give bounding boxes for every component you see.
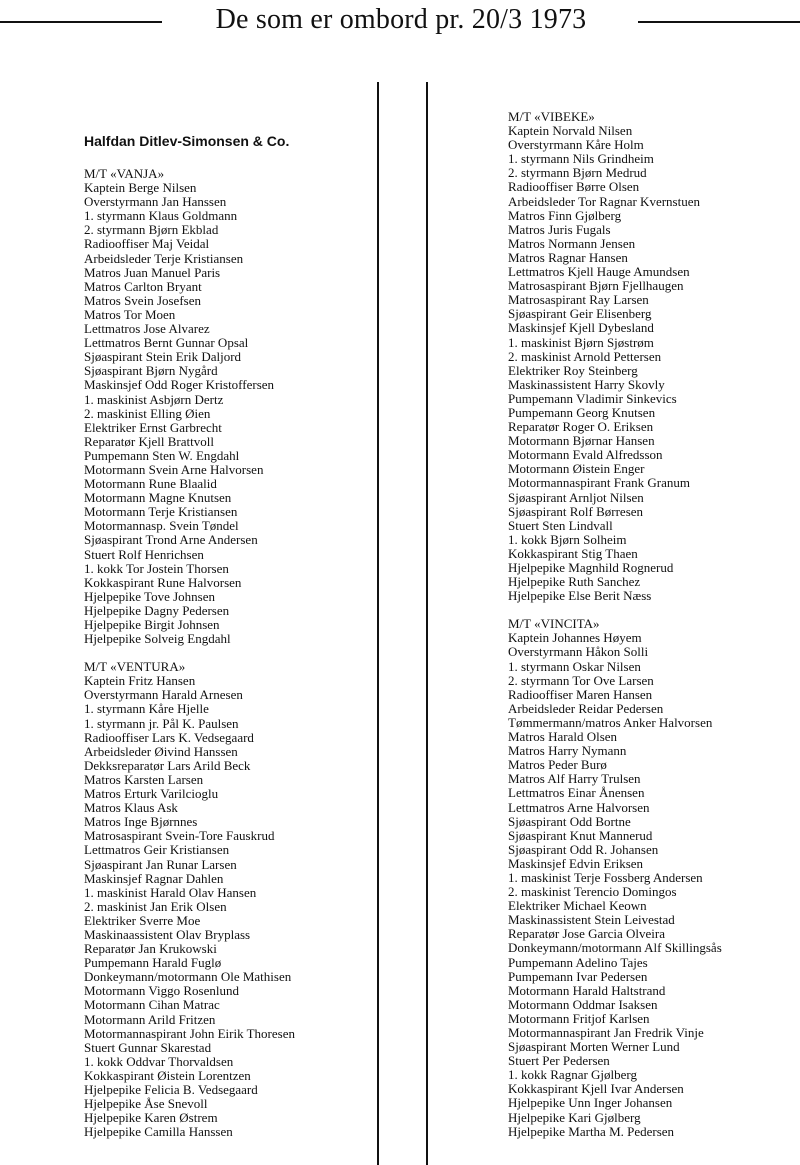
crew-member: 1. maskinist Terje Fossberg Andersen: [508, 869, 703, 885]
crew-member: 2. styrmann Bjørn Ekblad: [84, 222, 219, 238]
crew-member: Reparatør Jose Garcia Olveira: [508, 926, 666, 942]
crew-member: Hjelpepike Else Berit Næss: [508, 588, 652, 604]
crew-member: 2. styrmann Bjørn Medrud: [508, 165, 647, 181]
crew-member: Hjelpepike Åse Snevoll: [84, 1096, 208, 1112]
crew-member: Kokkaspirant Stig Thaen: [508, 545, 638, 561]
crew-member: Matros Klaus Ask: [84, 800, 178, 816]
crew-member: Kokkaspirant Rune Halvorsen: [84, 574, 242, 590]
crew-member: 1. maskinist Asbjørn Dertz: [84, 391, 224, 407]
ship-name: M/T «VIBEKE»: [508, 109, 595, 124]
crew-member: Elektriker Michael Keown: [508, 898, 647, 914]
crew-member: Maskinsjef Kjell Dybesland: [508, 320, 654, 336]
crew-member: Stuert Gunnar Skarestad: [84, 1039, 212, 1055]
crew-member: Hjelpepike Ruth Sanchez: [508, 574, 641, 590]
crew-member: 1. maskinist Bjørn Sjøstrøm: [508, 334, 654, 350]
crew-member: Hjelpepike Birgit Johnsen: [84, 617, 220, 632]
header-rule-left: [0, 21, 162, 23]
crew-member: Pumpemann Ivar Pedersen: [508, 968, 648, 984]
crew-member: Maskinassistent Stein Leivestad: [508, 912, 675, 928]
crew-member: Kaptein Fritz Hansen: [84, 673, 196, 689]
crew-member: Matros Alf Harry Trulsen: [508, 771, 641, 787]
crew-member: Hjelpepike Unn Inger Johansen: [508, 1095, 673, 1111]
crew-member: Lettmatros Geir Kristiansen: [84, 842, 230, 858]
crew-member: Matros Inge Bjørnnes: [84, 814, 198, 830]
crew-member: Matrosaspirant Ray Larsen: [508, 292, 649, 308]
crew-member: Elektriker Sverre Moe: [84, 912, 201, 928]
crew-member: Motormann Cihan Matrac: [84, 997, 220, 1013]
crew-member: Maskinsjef Ragnar Dahlen: [84, 870, 224, 886]
crew-member: Radiooffiser Børre Olsen: [508, 179, 640, 195]
crew-member: Arbeidsleder Tor Ragnar Kvernstuen: [508, 193, 700, 209]
crew-member: Motormann Arild Fritzen: [84, 1011, 216, 1027]
crew-member: Sjøaspirant Rolf Børresen: [508, 503, 644, 519]
crew-member: Matros Svein Josefsen: [84, 292, 201, 308]
crew-member: Matros Juris Fugals: [508, 221, 611, 237]
crew-member: Hjelpepike Martha M. Pedersen: [508, 1123, 675, 1139]
company-name: Halfdan Ditlev-Simonsen & Co.: [84, 133, 290, 149]
crew-member: Lettmatros Bernt Gunnar Opsal: [84, 335, 249, 351]
crew-member: 2. maskinist Terencio Domingos: [508, 884, 677, 900]
crew-list: [84, 181, 374, 646]
crew-member: Radiooffiser Maren Hansen: [508, 686, 653, 702]
crew-member: Kokkaspirant Kjell Ivar Andersen: [508, 1081, 684, 1097]
crew-member: Overstyrmann Harald Arnesen: [84, 687, 243, 703]
crew-member: Hjelpepike Solveig Engdahl: [84, 631, 231, 647]
ship-section: [84, 660, 374, 1139]
crew-member: Kaptein Berge Nilsen: [84, 180, 197, 196]
crew-member: Kaptein Johannes Høyem: [508, 630, 642, 646]
crew-member: Hjelpepike Kari Gjølberg: [508, 1109, 641, 1125]
crew-member: Maskinsjef Odd Roger Kristoffersen: [84, 377, 275, 393]
crew-member: Sjøaspirant Knut Mannerud: [508, 827, 653, 843]
crew-member: Pumpemann Vladimir Sinkevics: [508, 390, 677, 406]
crew-member: Radiooffiser Maj Veidal: [84, 236, 210, 252]
crew-member: Hjelpepike Dagny Pedersen: [84, 602, 230, 618]
crew-member: 1. kokk Oddvar Thorvaldsen: [84, 1053, 234, 1069]
crew-member: Motormannaspirant Frank Granum: [508, 475, 690, 491]
ship-name: M/T «VINCITA»: [508, 616, 600, 632]
left-column: [84, 167, 374, 1139]
crew-member: Lettmatros Jose Alvarez: [84, 321, 210, 337]
crew-member: Motormann Svein Arne Halvorsen: [84, 461, 264, 477]
column-divider-left: [377, 82, 379, 1165]
crew-member: Reparatør Jan Krukowski: [84, 941, 217, 957]
crew-member: 1. kokk Bjørn Solheim: [508, 531, 627, 547]
crew-member: Matros Finn Gjølberg: [508, 207, 622, 223]
crew-member: Pumpemann Harald Fuglø: [84, 955, 222, 971]
crew-member: Hjelpepike Tove Johnsen: [84, 588, 215, 604]
crew-member: Lettmatros Kjell Hauge Amundsen: [508, 264, 690, 280]
crew-member: Motormann Evald Alfredsson: [508, 447, 663, 463]
crew-member: Matros Karsten Larsen: [84, 771, 204, 787]
crew-member: Motormann Magne Knutsen: [84, 490, 232, 506]
crew-member: Motormann Terje Kristiansen: [84, 504, 238, 520]
crew-member: Stuert Rolf Henrichsen: [84, 546, 204, 562]
crew-member: Donkeymann/motormann Alf Skillingsås: [508, 940, 722, 956]
crew-member: Motormann Fritjof Karlsen: [508, 1010, 650, 1026]
crew-member: 1. styrmann Nils Grindheim: [508, 151, 654, 167]
crew-member: Matros Juan Manuel Paris: [84, 264, 221, 280]
crew-member: 2. maskinist Jan Erik Olsen: [84, 898, 227, 914]
crew-member: Pumpemann Sten W. Engdahl: [84, 447, 240, 463]
column-divider-right: [426, 82, 428, 1165]
crew-member: Matrosaspirant Bjørn Fjellhaugen: [508, 278, 684, 294]
crew-member: Motormann Rune Blaalid: [84, 476, 217, 492]
crew-member: Sjøaspirant Bjørn Nygård: [84, 363, 218, 379]
crew-member: Dekksreparatør Lars Arild Beck: [84, 757, 251, 773]
ship-section: [508, 110, 800, 603]
crew-member: 1. maskinist Harald Olav Hansen: [84, 884, 257, 900]
crew-member: Overstyrmann Jan Hanssen: [84, 194, 227, 210]
crew-member: Motormann Oddmar Isaksen: [508, 996, 658, 1012]
crew-member: Matros Harald Olsen: [508, 729, 618, 745]
crew-member: 2. maskinist Elling Øien: [84, 405, 211, 421]
crew-member: Motormannasp. Svein Tøndel: [84, 518, 239, 534]
crew-member: Donkeymann/motormann Ole Mathisen: [84, 969, 292, 985]
right-column: [508, 110, 800, 1139]
crew-member: Sjøaspirant Arnljot Nilsen: [508, 489, 644, 505]
crew-member: Motormann Bjørnar Hansen: [508, 433, 655, 449]
crew-member: Motormann Viggo Rosenlund: [84, 983, 239, 999]
crew-member: Pumpemann Georg Knutsen: [508, 404, 656, 420]
ship-name: M/T «VANJA»: [84, 166, 165, 181]
crew-member: Motormannaspirant Jan Fredrik Vinje: [508, 1025, 704, 1040]
crew-member: Matros Normann Jensen: [508, 235, 636, 251]
crew-member: Hjelpepike Magnhild Rognerud: [508, 560, 674, 575]
crew-member: 1. styrmann Kåre Hjelle: [84, 701, 209, 717]
crew-member: 1. styrmann Klaus Goldmann: [84, 208, 238, 224]
crew-member: Lettmatros Arne Halvorsen: [508, 799, 650, 815]
crew-member: Overstyrmann Håkon Solli: [508, 644, 649, 660]
crew-list: [508, 631, 800, 1138]
crew-member: Matros Erturk Varilcioglu: [84, 786, 219, 802]
crew-member: Maskinassistent Harry Skovly: [508, 376, 665, 392]
crew-member: 1. kokk Ragnar Gjølberg: [508, 1067, 638, 1083]
crew-member: Sjøaspirant Trond Arne Andersen: [84, 532, 258, 548]
crew-member: Matros Carlton Bryant: [84, 278, 202, 294]
ship-section: [84, 167, 374, 646]
header-rule-right: [638, 21, 800, 23]
crew-member: Hjelpepike Karen Østrem: [84, 1110, 218, 1126]
crew-member: Radiooffiser Lars K. Vedsegaard: [84, 729, 254, 745]
crew-member: Motormann Harald Haltstrand: [508, 982, 666, 998]
crew-member: Hjelpepike Camilla Hanssen: [84, 1124, 233, 1140]
crew-member: Sjøaspirant Odd R. Johansen: [508, 841, 659, 857]
crew-member: Elektriker Ernst Garbrecht: [84, 419, 222, 435]
crew-member: Maskinaassistent Olav Bryplass: [84, 926, 251, 942]
crew-list: [508, 124, 800, 603]
crew-member: Sjøaspirant Stein Erik Daljord: [84, 349, 242, 365]
crew-member: Matros Tor Moen: [84, 306, 176, 322]
ship-section: [508, 617, 800, 1138]
crew-member: 1. styrmann jr. Pål K. Paulsen: [84, 715, 239, 731]
crew-member: Tømmermann/matros Anker Halvorsen: [508, 714, 713, 730]
crew-member: Hjelpepike Felicia B. Vedsegaard: [84, 1082, 258, 1097]
crew-member: Motormannaspirant John Eirik Thoresen: [84, 1025, 295, 1041]
crew-member: Sjøaspirant Morten Werner Lund: [508, 1039, 680, 1055]
crew-member: 2. styrmann Tor Ove Larsen: [508, 672, 654, 688]
crew-member: Arbeidsleder Terje Kristiansen: [84, 250, 244, 266]
crew-member: Reparatør Roger O. Eriksen: [508, 419, 654, 435]
crew-member: Kokkaspirant Øistein Lorentzen: [84, 1067, 251, 1083]
crew-member: Pumpemann Adelino Tajes: [508, 954, 648, 970]
page-title: De som er ombord pr. 20/3 1973: [215, 4, 587, 35]
crew-member: Stuert Sten Lindvall: [508, 517, 613, 533]
crew-member: 1. styrmann Oskar Nilsen: [508, 658, 641, 674]
crew-member: Sjøaspirant Odd Bortne: [508, 813, 631, 829]
crew-member: Motormann Øistein Enger: [508, 461, 645, 477]
crew-member: Elektriker Roy Steinberg: [508, 362, 638, 378]
crew-member: 2. maskinist Arnold Pettersen: [508, 348, 662, 364]
crew-member: Matros Ragnar Hansen: [508, 249, 628, 265]
crew-member: Kaptein Norvald Nilsen: [508, 123, 633, 139]
crew-member: Arbeidsleder Reidar Pedersen: [508, 700, 664, 716]
crew-member: Reparatør Kjell Brattvoll: [84, 433, 214, 449]
crew-member: 1. kokk Tor Jostein Thorsen: [84, 560, 229, 576]
ship-name: M/T «VENTURA»: [84, 659, 186, 675]
crew-member: Overstyrmann Kåre Holm: [508, 137, 644, 153]
crew-member: Arbeidsleder Øivind Hanssen: [84, 743, 238, 759]
crew-member: Sjøaspirant Jan Runar Larsen: [84, 856, 237, 872]
crew-member: Matros Harry Nymann: [508, 743, 627, 759]
crew-member: Stuert Per Pedersen: [508, 1053, 610, 1069]
crew-member: Matrosaspirant Svein-Tore Fauskrud: [84, 828, 275, 844]
crew-list: [84, 674, 374, 1139]
crew-member: Maskinsjef Edvin Eriksen: [508, 855, 644, 871]
crew-member: Matros Peder Burø: [508, 757, 607, 773]
crew-member: Sjøaspirant Geir Elisenberg: [508, 306, 652, 322]
crew-member: Lettmatros Einar Ånensen: [508, 785, 645, 801]
